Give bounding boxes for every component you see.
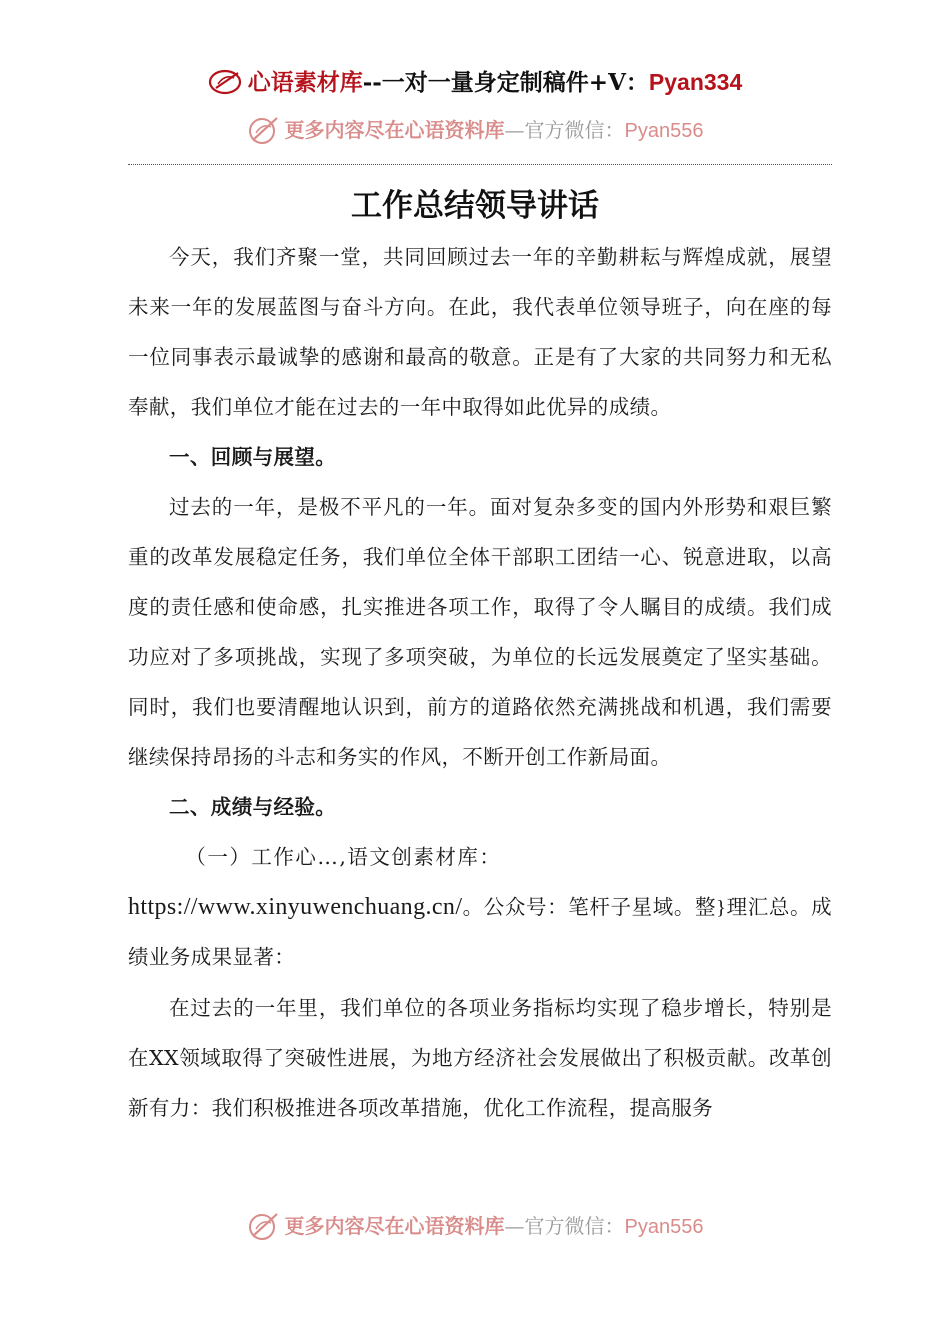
- subsection1-paragraph: 在过去的一年里，我们单位的各项业务指标均实现了稳步增长，特别是在XX领域取得了突破性进展，为地方经济社会发展做出了积极贡献。改革创新有力：我们积极推进各项改革措施，优化工作流程，提高服务: [128, 996, 832, 1120]
- intro-paragraph: 今天，我们齐聚一堂，共同回顾过去一年的辛勤耕耘与辉煌成就，展望未来一年的发展蓝图与奋斗方向。在此，我代表单位领导班子，向在座的每一位同事表示最诚挚的感谢和最高的敬意。正是有了大家的共同努力和无私奉献，我们单位才能在过去的一年中取得如此优异的成绩。: [128, 245, 832, 419]
- watermark-logo-icon: [247, 1211, 281, 1241]
- section1-paragraph: 过去的一年，是极不平凡的一年。面对复杂多变的国内外形势和艰巨繁重的改革发展稳定任务，我们单位全体干部职工团结一心、锐意进取，以高度的责任感和使命感，扎实推进各项工作，取得了令人瞩目的成绩。我们成功应对了多项挑战，实现了多项突破，为单位的长远发展奠定了坚实基础。同时，我们也要清醒地认识到，前方的道路依然充满挑战和机遇，我们需要继续保持昂扬的斗志和务实的作风，不断开创工作新局面。: [128, 495, 832, 769]
- watermark-top-handle: Pyan556: [624, 120, 704, 142]
- header-brand: 心语素材库: [247, 69, 363, 96]
- watermark-top-main: 更多内容尽在心语资料库: [284, 118, 505, 142]
- source-tail-text: 。公众号：笔杆子星域。整}理汇总。成绩业务成果显著：: [128, 897, 832, 969]
- brand-logo-icon: [208, 68, 246, 96]
- subsection1-heading: （一）工作心…,语文创素材库：: [185, 845, 502, 869]
- watermark-top-official: 官方微信：: [524, 118, 625, 142]
- watermark-logo-icon: [247, 115, 281, 145]
- header-divider: [128, 164, 832, 165]
- header-banner: [0, 64, 950, 98]
- watermark-bottom-official: 官方微信：: [524, 1214, 625, 1238]
- subsection1-source-line: [128, 882, 832, 983]
- header-contact-handle: Pyan334: [648, 69, 743, 95]
- section1-heading: 一、回顾与展望。: [169, 445, 337, 469]
- header-slogan: 一对一量身定制稿件: [381, 69, 589, 96]
- watermark-bottom-dash: —: [504, 1214, 525, 1238]
- watermark-bottom-handle: Pyan556: [624, 1216, 704, 1238]
- source-url-text: https://www.xinyuwenchuang.cn/: [128, 894, 463, 920]
- watermark-top-dash: —: [504, 118, 525, 142]
- document-title: 工作总结领导讲话: [351, 188, 599, 224]
- document-body: [128, 232, 832, 1133]
- header-contact-prefix: +V：: [588, 69, 649, 96]
- header-dashes: --: [362, 69, 382, 96]
- watermark-bottom: [0, 1210, 950, 1243]
- section2-heading: 二、成绩与经验。: [169, 795, 337, 819]
- watermark-bottom-main: 更多内容尽在心语资料库: [284, 1214, 505, 1238]
- watermark-top: [0, 114, 950, 147]
